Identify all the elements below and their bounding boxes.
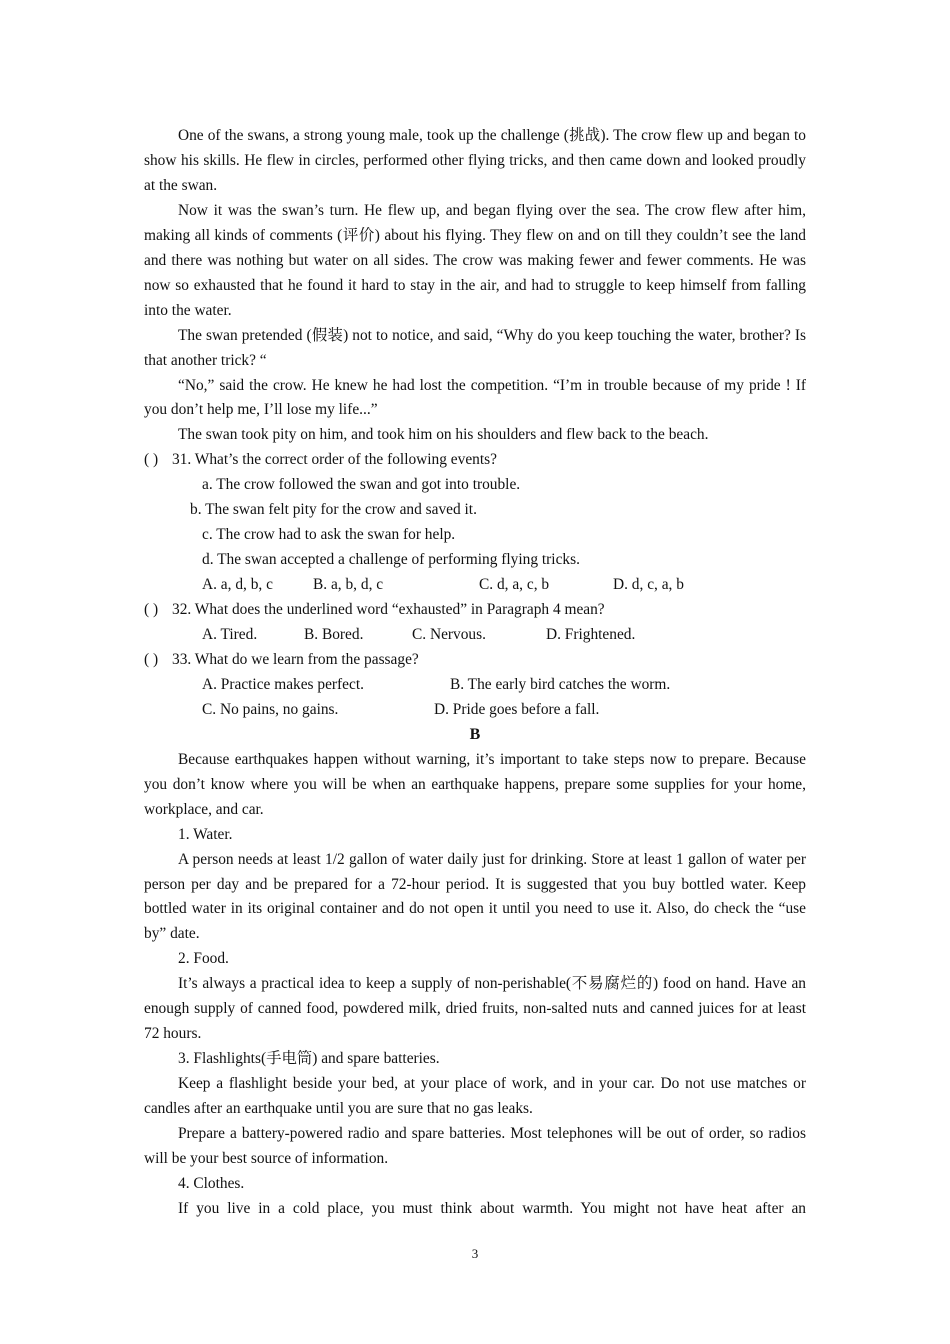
paragraph: If you live in a cold place, you must think about warmth. You might not have heat after an xyxy=(178,1199,806,1217)
question-stem: 33. What do we learn from the passage? xyxy=(172,650,419,668)
options-row xyxy=(144,673,806,698)
question-stem: 32. What does the underlined word “exhausted” in Paragraph 4 mean? xyxy=(172,601,605,619)
option-d: D. d, c, a, b xyxy=(613,576,684,594)
page-number: 3 xyxy=(471,1246,479,1261)
subheading: 3. Flashlights(手电筒) and spare batteries. xyxy=(178,1050,440,1068)
paragraph: The swan pretended (假装) not to notice, and said, “Why do you keep touching the water, brother? Is that another trick? “ xyxy=(144,326,806,369)
options-row xyxy=(144,698,806,723)
document-page xyxy=(144,124,806,1222)
option-d: D. Frightened. xyxy=(546,626,636,644)
question-33 xyxy=(144,648,806,673)
paragraph: Keep a flashlight beside your bed, at your place of work, and in your car. Do not use matches or candles after an earthquake until you are sure that no gas leaks. xyxy=(144,1075,806,1118)
question-32 xyxy=(144,598,806,623)
paragraph: The swan took pity on him, and took him on his shoulders and flew back to the beach. xyxy=(178,426,709,444)
paragraph: It’s always a practical idea to keep a supply of non-perishable(不易腐烂的) food on hand. Have an enough supply of canned food, powdered milk, dried fruits, non-salted nuts and canned juices for at least 72 hours. xyxy=(144,975,806,1043)
event-item: c. The crow had to ask the swan for help. xyxy=(202,526,456,544)
options-row xyxy=(144,623,806,648)
option-a: A. a, d, b, c xyxy=(202,576,273,594)
event-item: a. The crow followed the swan and got into trouble. xyxy=(202,476,521,494)
option-a: A. Practice makes perfect. xyxy=(202,675,364,693)
paragraph: Because earthquakes happen without warning, it’s important to take steps now to prepare. Because you don’t know where you will be when an earthquake happens, prepare some supplies for your home, workplace, and car. xyxy=(144,750,806,818)
option-d: D. Pride goes before a fall. xyxy=(434,700,600,718)
subheading: 4. Clothes. xyxy=(178,1174,245,1192)
paragraph: Prepare a battery-powered radio and spare batteries. Most telephones will be out of order, so radios will be your best source of information. xyxy=(144,1125,806,1168)
event-item: b. The swan felt pity for the crow and saved it. xyxy=(190,501,477,519)
section-heading: B xyxy=(469,725,481,743)
options-row xyxy=(144,573,806,598)
option-c: C. d, a, c, b xyxy=(479,576,550,594)
answer-bracket[interactable]: ( ) xyxy=(144,650,159,668)
question-31 xyxy=(144,448,806,473)
paragraph: Now it was the swan’s turn. He flew up, and began flying over the sea. The crow flew after him, making all kinds of comments (评价) about his flying. They flew on and on till they couldn’t see the land and there was nothing but water on all sides. The crow was making fewer and fewer comments. He was now so exhausted that he found it hard to stay in the air, and had to struggle to keep himself from falling into the water. xyxy=(144,201,806,319)
paragraph: One of the swans, a strong young male, took up the challenge (挑战). The crow flew up and began to show his skills. He flew in circles, performed other flying tricks, and then came down and looked proudly at the swan. xyxy=(144,127,806,194)
paragraph: “No,” said the crow. He knew he had lost the competition. “I’m in trouble because of my pride ! If you don’t help me, I’ll lose my life...” xyxy=(144,376,806,419)
subheading: 1. Water. xyxy=(178,825,233,843)
subheading: 2. Food. xyxy=(178,950,229,968)
answer-bracket[interactable]: ( ) xyxy=(144,601,159,619)
question-stem: 31. What’s the correct order of the following events? xyxy=(172,451,497,469)
option-b: B. The early bird catches the worm. xyxy=(450,675,671,693)
option-c: C. Nervous. xyxy=(412,626,486,644)
option-c: C. No pains, no gains. xyxy=(202,700,339,718)
paragraph: A person needs at least 1/2 gallon of water daily just for drinking. Store at least 1 gallon of water per person per day and be prepared for a 72-hour period. It is suggested that you buy bottled water. Keep bottled water in its original container and do not open it until you need to use it. Also, do check the “use by” date. xyxy=(144,850,806,943)
option-a: A. Tired. xyxy=(202,626,258,644)
event-item: d. The swan accepted a challenge of performing flying tricks. xyxy=(202,551,580,569)
answer-bracket[interactable]: ( ) xyxy=(144,451,159,469)
option-b: B. Bored. xyxy=(304,626,364,644)
option-b: B. a, b, d, c xyxy=(313,576,384,594)
